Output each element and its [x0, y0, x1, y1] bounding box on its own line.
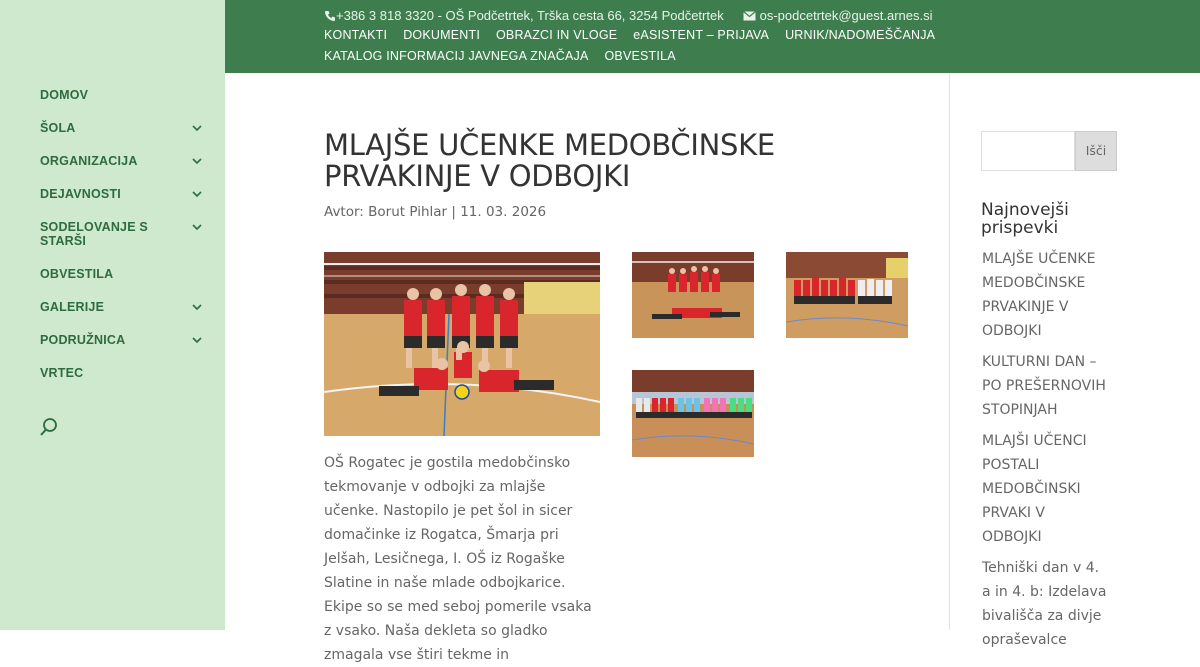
sidebar-item-dejavnosti[interactable]: DEJAVNOSTI [40, 187, 210, 201]
topnav-urnik[interactable]: URNIK/NADOMEŠČANJA [785, 28, 936, 42]
top-nav-row-2 [324, 49, 692, 63]
chevron-down-icon[interactable] [190, 154, 204, 168]
recent-post-link[interactable]: KULTURNI DAN – PO PREŠERNOVIH STOPINJAH [982, 354, 1106, 418]
search-input[interactable] [981, 131, 1075, 171]
sidebar-item-obvestila[interactable]: OBVESTILA [40, 267, 114, 281]
contact-info [324, 7, 933, 23]
top-nav-row-1 [324, 28, 951, 42]
search-button[interactable]: Išči [1075, 131, 1117, 171]
topnav-obvestila[interactable]: OBVESTILA [604, 49, 676, 63]
chevron-down-icon[interactable] [190, 121, 204, 135]
post-title: MLAJŠE UČENKE MEDOBČINSKE PRVAKINJE V ODBOJKI [324, 128, 775, 193]
chevron-down-icon[interactable] [190, 333, 204, 347]
sidebar-item-podruznica[interactable]: PODRUŽNICA [40, 333, 210, 347]
content-divider [949, 73, 950, 630]
post-body: OŠ Rogatec je gostila medobčinsko tekmovanje v odbojki za mlajše učenke. Nastopilo je pet šol in sicer domačinke iz Rogatca, Šmarja pri Jelšah, Lesičnega, I. OŠ iz Rogaške Slatine in naše mlade odbojkarice. Ekipe so se med seboj pomerile vsaka z vsako. Naša dekleta so gladko zmagala vse štiri tekme in [324, 455, 592, 663]
topnav-obrazci[interactable]: OBRAZCI IN VLOGE [496, 28, 618, 42]
search-icon[interactable] [38, 416, 60, 438]
gallery-thumb-2[interactable] [786, 252, 908, 338]
sidebar-item-galerije[interactable]: GALERIJE [40, 300, 210, 314]
chevron-down-icon[interactable] [190, 300, 204, 314]
gallery-thumb-1[interactable] [632, 252, 754, 338]
sidebar-item-vrtec[interactable]: VRTEC [40, 366, 84, 380]
left-sidebar [0, 0, 225, 630]
top-bar [225, 0, 1200, 73]
gallery-thumb-3[interactable] [632, 370, 754, 457]
phone-text[interactable]: +386 3 818 3320 - OŠ Podčetrtek, Trška cesta 66, 3254 Podčetrtek [336, 8, 724, 24]
email-link[interactable]: os-podcetrtek@guest.arnes.si [759, 8, 933, 24]
post-meta: Avtor: Borut Pihlar | 11. 03. 2026 [324, 204, 547, 220]
topnav-dokumenti[interactable]: DOKUMENTI [403, 28, 480, 42]
envelope-icon [743, 11, 756, 21]
sidebar-item-sodelovanje[interactable]: SODELOVANJE S STARŠI [40, 220, 160, 248]
chevron-down-icon[interactable] [190, 187, 204, 201]
sidebar-item-domov[interactable]: DOMOV [40, 88, 89, 102]
topnav-easistent[interactable]: eASISTENT – PRIJAVA [633, 28, 770, 42]
main-photo[interactable] [324, 252, 600, 436]
recent-post-link[interactable]: Tehniški dan v 4. a in 4. b: Izdelava bivališča za divje opraševalce [982, 560, 1107, 648]
chevron-down-icon[interactable] [190, 220, 204, 234]
side-nav [40, 88, 210, 380]
recent-post-link[interactable]: MLAJŠI UČENCI POSTALI MEDOBČINSKI PRVAKI V ODBOJKI [982, 433, 1087, 545]
sidebar-item-sola[interactable]: ŠOLA [40, 121, 210, 135]
phone-icon [324, 10, 336, 22]
topnav-katalog[interactable]: KATALOG INFORMACIJ JAVNEGA ZNAČAJA [324, 49, 589, 63]
recent-posts-list [982, 247, 1108, 659]
recent-posts-title: Najnovejši prispevki [981, 200, 1069, 238]
topnav-kontakti[interactable]: KONTAKTI [324, 28, 388, 42]
sidebar-item-organizacija[interactable]: ORGANIZACIJA [40, 154, 210, 168]
recent-post-link[interactable]: MLAJŠE UČENKE MEDOBČINSKE PRVAKINJE V ODBOJKI [982, 251, 1096, 339]
